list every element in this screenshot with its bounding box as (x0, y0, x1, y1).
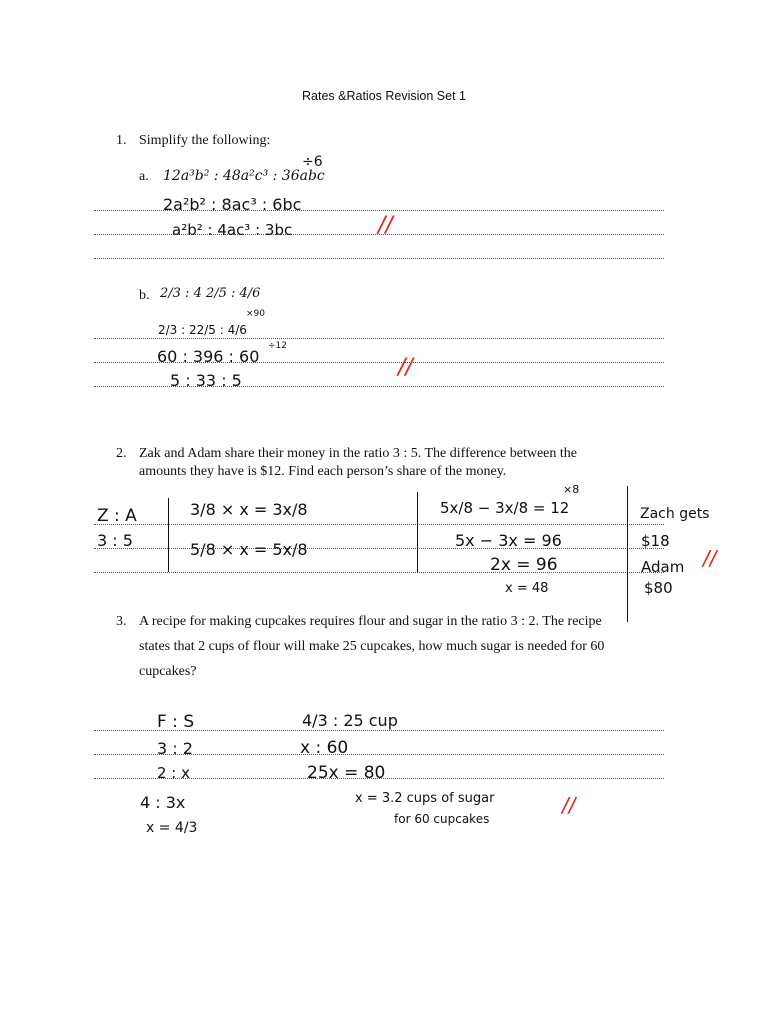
q3-work-line: 3 : 2 (157, 739, 193, 758)
q3-work-line: 4 : 3x (140, 793, 186, 812)
q2-answer-line: $80 (644, 579, 673, 597)
q3-answer-line: x = 3.2 cups of sugar (355, 791, 495, 806)
q1a-check-mark: // (378, 213, 393, 238)
q2-number: 2. (116, 446, 127, 461)
q1a-label: a. (139, 169, 149, 184)
q2-ratio-values: 3 : 5 (97, 531, 133, 550)
q2-answer-line: Zach gets (640, 506, 710, 522)
q2-zak-share: 3/8 × x = 3x/8 (190, 500, 308, 519)
q3-number: 3. (116, 614, 127, 629)
q3-work-line: F : S (157, 712, 195, 732)
q1b-label: b. (139, 288, 150, 303)
q1a-note: ÷6 (302, 154, 323, 170)
q3-work-line: 2 : x (157, 764, 191, 782)
q2-check-mark: // (703, 546, 717, 570)
q1b-check-mark: // (398, 355, 413, 380)
q1b-work-line: 5 : 33 : 5 (170, 371, 242, 390)
q1a-work-line: a²b² : 4ac³ : 3bc (172, 221, 293, 239)
q3-check-mark: // (562, 793, 576, 817)
q2-work-line: 5x/8 − 3x/8 = 12 (440, 499, 570, 517)
q3-work-line: x = 4/3 (146, 820, 198, 836)
q3-work-line: x : 60 (300, 738, 349, 758)
q1b-note: ÷12 (268, 341, 287, 351)
q2-work-line: 2x = 96 (490, 555, 558, 575)
q1-text: Simplify the following: (139, 133, 271, 148)
q3-work-line: 4/3 : 25 cup (302, 711, 398, 730)
q3-text-line2: states that 2 cups of flour will make 25 cupcakes, how much sugar is needed for 60 (139, 639, 605, 654)
q2-work-line: x = 48 (505, 581, 549, 596)
q1-number: 1. (116, 133, 127, 148)
q2-work-line: 5x − 3x = 96 (455, 531, 562, 550)
q1b-work-line: 2/3 : 22/5 : 4/6 (158, 323, 247, 337)
page-title: Rates &Ratios Revision Set 1 (302, 89, 466, 103)
q2-answer-line: Adam (641, 558, 685, 576)
q1a-expression: 12a³b² : 48a²c³ : 36abc (163, 168, 325, 184)
q1b-note: ×90 (246, 309, 265, 319)
q1a-work-line: 2a²b² : 8ac³ : 6bc (163, 195, 302, 214)
q1b-expression: 2/3 : 4 2/5 : 4/6 (160, 286, 261, 301)
q2-text-line2: amounts they have is $12. Find each person’s share of the money. (139, 464, 507, 479)
q2-ratio-label: Z : A (97, 506, 137, 526)
q2-answer-line: $18 (641, 532, 670, 550)
q2-text-line1: Zak and Adam share their money in the ratio 3 : 5. The difference between the (139, 446, 577, 461)
q3-answer-line: for 60 cupcakes (394, 812, 490, 826)
q3-work-line: 25x = 80 (307, 763, 386, 783)
q2-note: ×8 (563, 483, 580, 496)
q2-adam-share: 5/8 × x = 5x/8 (190, 540, 308, 559)
q1b-work-line: 60 : 396 : 60 (157, 347, 260, 366)
q3-text-line3: cupcakes? (139, 664, 197, 679)
q3-text-line1: A recipe for making cupcakes requires flour and sugar in the ratio 3 : 2. The recipe (139, 614, 602, 629)
